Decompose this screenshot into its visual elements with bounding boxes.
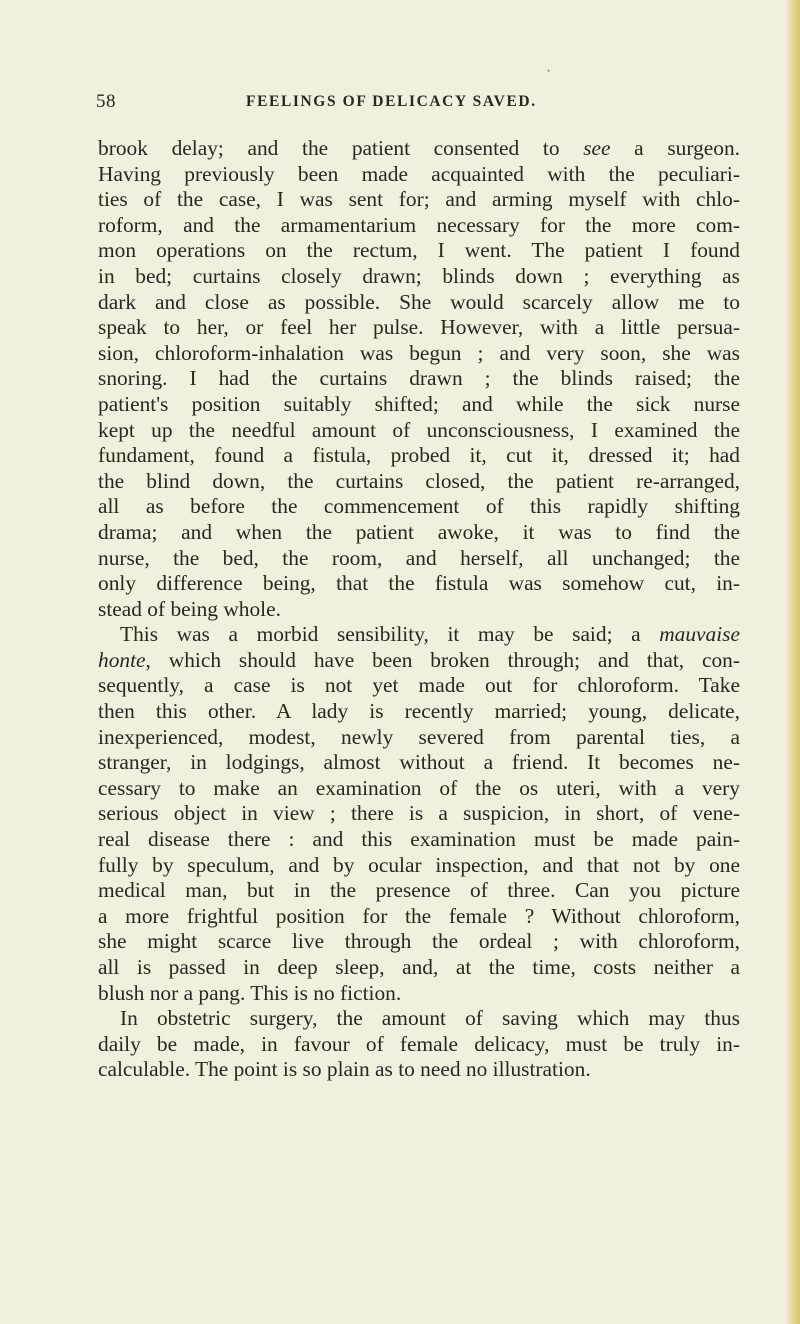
text-line xyxy=(98,494,740,520)
body-text xyxy=(98,136,740,1083)
text-line xyxy=(98,571,740,597)
text-line xyxy=(98,213,740,239)
text-segment: Having previously been made acquainted with the peculiari- xyxy=(98,161,740,186)
text-line xyxy=(98,1057,740,1083)
text-segment: patient's position suitably shifted; and while the sick nurse xyxy=(98,391,740,416)
text-segment: nurse, the bed, the room, and herself, all unchanged; the xyxy=(98,545,740,570)
text-segment: mon operations on the rectum, I went. The patient I found xyxy=(98,238,740,263)
text-line xyxy=(98,725,740,751)
text-segment: stead of being whole. xyxy=(98,596,281,621)
text-line xyxy=(98,290,740,316)
text-segment: brook delay; and the patient consented to xyxy=(98,136,584,160)
text-line xyxy=(98,443,740,469)
text-segment: roform, and the armamentarium necessary for the more com- xyxy=(98,212,740,237)
text-line xyxy=(98,801,740,827)
text-line xyxy=(98,776,740,802)
running-header xyxy=(96,91,736,115)
italic-text: see xyxy=(583,136,611,160)
text-line xyxy=(98,1006,740,1032)
text-line xyxy=(98,238,740,264)
text-segment: speak to her, or feel her pulse. However, with a little persua- xyxy=(98,315,740,340)
text-line xyxy=(98,929,740,955)
page-number: 58 xyxy=(96,91,116,112)
text-line xyxy=(98,187,740,213)
text-segment: cessary to make an examination of the os uteri, with a very xyxy=(98,775,740,800)
text-line xyxy=(98,853,740,879)
text-line xyxy=(98,827,740,853)
text-segment: then this other. A lady is recently married; young, delicate, xyxy=(98,699,740,724)
text-segment: only difference being, that the fistula was somehow cut, in- xyxy=(98,571,740,596)
text-line xyxy=(98,878,740,904)
text-line xyxy=(98,162,740,188)
text-segment: all as before the commencement of this rapidly shifting xyxy=(98,494,740,519)
text-line xyxy=(98,904,740,930)
text-line xyxy=(98,366,740,392)
text-segment: daily be made, in favour of female delicacy, must be truly in- xyxy=(98,1031,740,1056)
text-line xyxy=(98,981,740,1007)
italic-text: honte xyxy=(98,647,146,672)
text-line xyxy=(98,750,740,776)
text-segment: she might scarce live through the ordeal ; with chloroform, xyxy=(98,929,740,954)
text-line xyxy=(98,546,740,572)
text-segment: This was a morbid sensibility, it may be said; a xyxy=(120,622,660,647)
text-line xyxy=(98,622,740,648)
text-segment: serious object in view ; there is a suspicion, in short, of vene- xyxy=(98,801,740,826)
text-segment: ties of the case, I was sent for; and arming myself with chlo- xyxy=(98,187,740,212)
text-line xyxy=(98,648,740,674)
text-segment: blush nor a pang. This is no fiction. xyxy=(98,980,402,1005)
print-speck: • xyxy=(547,66,551,76)
text-segment: medical man, but in the presence of three. Can you picture xyxy=(98,878,740,903)
text-segment: real disease there : and this examination must be made pain- xyxy=(98,827,740,852)
text-line xyxy=(98,1032,740,1058)
text-line xyxy=(98,597,740,623)
text-segment: fully by speculum, and by ocular inspection, and that not by one xyxy=(98,852,740,877)
text-segment: stranger, in lodgings, almost without a friend. It becomes ne- xyxy=(98,750,740,775)
text-line xyxy=(98,955,740,981)
text-segment: calculable. The point is so plain as to need no illustration. xyxy=(98,1057,591,1082)
text-line xyxy=(98,315,740,341)
text-line xyxy=(98,520,740,546)
text-segment: dark and close as possible. She would scarcely allow me to xyxy=(98,289,740,314)
text-line xyxy=(98,699,740,725)
text-segment: sion, chloroform-inhalation was begun ; and very soon, she was xyxy=(98,340,740,365)
text-line xyxy=(98,392,740,418)
text-segment: snoring. I had the curtains drawn ; the blinds raised; the xyxy=(98,366,740,391)
text-line xyxy=(98,341,740,367)
text-segment: a more frightful position for the female ? Without chloroform, xyxy=(98,903,740,928)
text-segment: drama; and when the patient awoke, it was to find the xyxy=(98,519,740,544)
text-line xyxy=(98,264,740,290)
text-segment: inexperienced, modest, newly severed from parental ties, a xyxy=(98,724,740,749)
running-title: FEELINGS OF DELICACY SAVED. xyxy=(246,93,537,110)
text-segment: kept up the needful amount of unconsciousness, I examined the xyxy=(98,417,740,442)
text-line xyxy=(98,673,740,699)
text-line xyxy=(98,418,740,444)
text-segment: In obstetric surgery, the amount of saving which may thus xyxy=(120,1006,740,1031)
text-segment: sequently, a case is not yet made out for chloroform. Take xyxy=(98,673,740,698)
text-line xyxy=(98,136,740,162)
text-segment: , which should have been broken through; and that, con- xyxy=(145,647,740,672)
page-edge-shading xyxy=(786,0,800,1324)
text-segment: in bed; curtains closely drawn; blinds down ; everything as xyxy=(98,263,740,288)
text-line xyxy=(98,469,740,495)
text-segment: fundament, found a fistula, probed it, cut it, dressed it; had xyxy=(98,443,740,468)
text-segment: a surgeon. xyxy=(610,136,741,160)
italic-text: mauvaise xyxy=(659,622,740,647)
text-segment: all is passed in deep sleep, and, at the time, costs neither a xyxy=(98,955,740,979)
text-segment: the blind down, the curtains closed, the patient re-arranged, xyxy=(98,468,740,493)
